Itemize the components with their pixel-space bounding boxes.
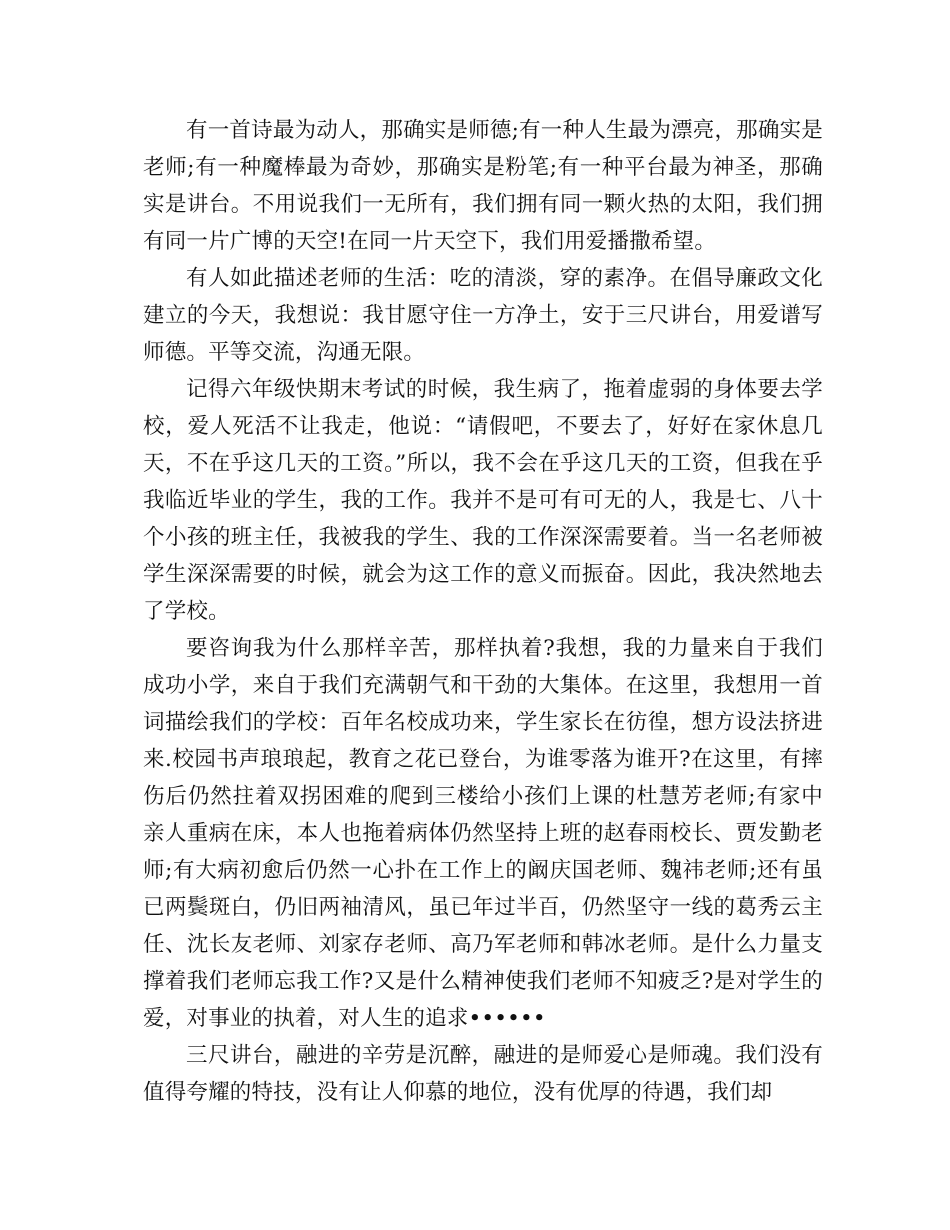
paragraph-3: 记得六年级快期末考试的时候，我生病了，拖着虚弱的身体要去学校，爱人死活不让我走，他说：“请假吧，不要去了，好好在家休息几天，不在乎这几天的工资。”所以，我不会在乎这几天的工资，但我在乎我临近毕业的学生，我的工作。我并不是可有可无的人，我是七、八十个小孩的班主任，我被我的学生、我的工作深深需要着。当一名老师被学生深深需要的时候，就会为这工作的意义而振奋。因此，我决然地去了学校。 — [143, 377, 823, 624]
paragraph-1: 有一首诗最为动人，那确实是师德;有一种人生最为漂亮，那确实是老师;有一种魔棒最为奇妙，那确实是粉笔;有一种平台最为神圣，那确实是讲台。不用说我们一无所有，我们拥有同一颗火热的太阳，我们拥有同一片广博的天空!在同一片天空下，我们用爱播撒希望。 — [143, 118, 823, 254]
paragraph-2: 有人如此描述老师的生活：吃的清淡，穿的素净。在倡导廉政文化建立的今天，我想说：我甘愿守住一方净土，安于三尺讲台，用爱谱写师德。平等交流，沟通无限。 — [143, 266, 823, 365]
paragraph-5: 三尺讲台，融进的辛劳是沉醉，融进的是师爱心是师魂。我们没有值得夸耀的特技，没有让人仰慕的地位，没有优厚的待遇，我们却 — [143, 1043, 823, 1105]
document-body — [143, 112, 823, 1111]
paragraph-4: 要咨询我为什么那样辛苦，那样执着?我想，我的力量来自于我们成功小学，来自于我们充满朝气和干劲的大集体。在这里，我想用一首词描绘我们的学校：百年名校成功来，学生家长在彷徨，想方设法挤进来.校园书声琅琅起，教育之花已登台，为谁零落为谁开?在这里，有摔伤后仍然拄着双拐困难的爬到三楼给小孩们上课的杜慧芳老师;有家中亲人重病在床，本人也拖着病体仍然坚持上班的赵春雨校长、贾发勤老师;有大病初愈后仍然一心扑在工作上的阚庆国老师、魏祎老师;还有虽已两鬓斑白，仍旧两袖清风，虽已年过半百，仍然坚守一线的葛秀云主任、沈长友老师、刘家存老师、高乃军老师和韩冰老师。是什么力量支撑着我们老师忘我工作?又是什么精神使我们老师不知疲乏?是对学生的爱，对事业的执着，对人生的追求•••••• — [143, 636, 823, 1031]
